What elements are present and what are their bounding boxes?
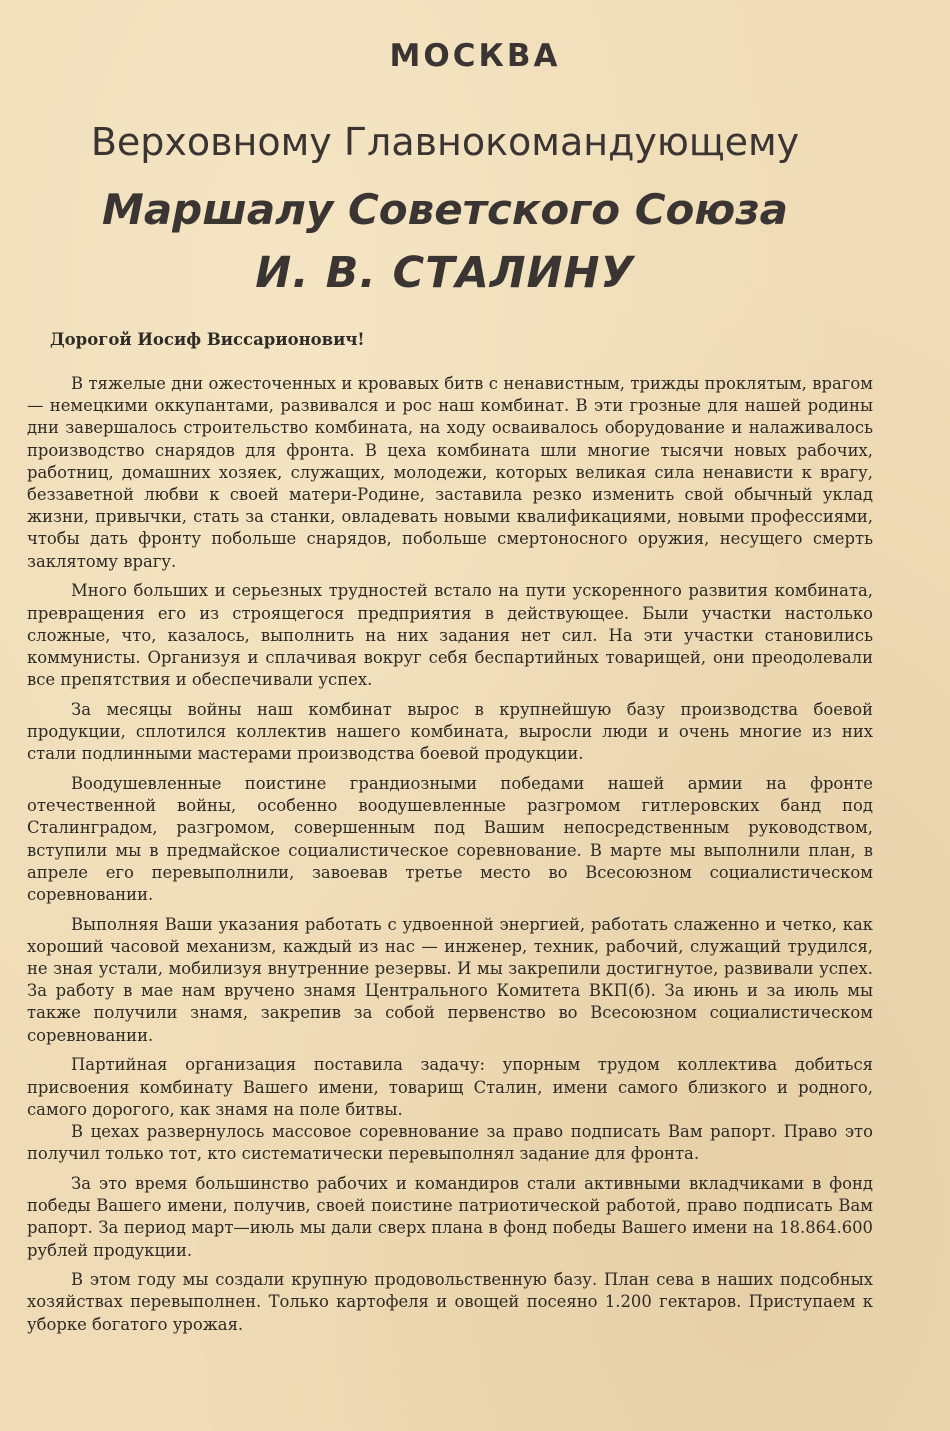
city-heading: МОСКВА (389, 38, 561, 74)
name-line: И. В. СТАЛИНУ (255, 248, 635, 298)
paragraph: За это время большинство рабочих и командиров стали активными вкладчиками в фонд победы Вашего имени, получив, своей поистине патриотической работой, право подписать Вам рапорт. За период март—июль мы дали сверх плана в фонд победы Вашего имени на 18.864.600 рублей продукции. (27, 1173, 873, 1260)
addressee-line: Верховному Главнокомандующему (90, 120, 800, 164)
letter-body (27, 373, 873, 1343)
paragraph: Воодушевленные поистине грандиозными победами нашей армии на фронте отечественной войны, особенно воодушевленные разгромом гитлеровских банд под Сталинградом, разгромом, совершенным под Вашим непосредственным руководством, вступили мы в предмайское социалистическое соревнование. В марте мы выполнили план, в апреле его перевыполнили, завоевав третье место во Всесоюзном социалистическом соревновании. (27, 773, 873, 904)
paragraph: Выполняя Ваши указания работать с удвоенной энергией, работать слаженно и четко, как хороший часовой механизм, каждый из нас — инженер, техник, рабочий, служащий трудился, не зная устали, мобилизуя внутренние резервы. И мы закрепили достигнутое, развивали успех. За работу в мае нам вручено знамя Центрального Комитета ВКП(б). За июнь и за июль мы также получили знамя, закрепив за собой первенство во Всесоюзном социалистическом соревновании. (27, 914, 873, 1045)
paragraph: В этом году мы создали крупную продовольственную базу. План сева в наших подсобных хозяйствах перевыполнен. Только картофеля и овощей посеяно 1.200 гектаров. Приступаем к уборке богатого урожая. (27, 1270, 873, 1334)
paragraph: Партийная организация поставила задачу: упорным трудом коллектива добиться присвоения комбинату Вашего имени, товарищ Сталин, имени самого близкого и родного, самого дорогого, как знамя на поле битвы. (27, 1055, 873, 1119)
paragraph: За месяцы войны наш комбинат вырос в крупнейшую базу производства боевой продукции, сплотился коллектив нашего комбината, выросли люди и очень многие из них стали подлинными мастерами производства боевой продукции. (27, 699, 873, 764)
salutation: Дорогой Иосиф Виссарионович! (50, 330, 365, 349)
paragraph: Много больших и серьезных трудностей встало на пути ускоренного развития комбината, превращения его из строящегося предприятия в действующее. Были участки настолько сложные, что, казалось, выполнить на них задания нет сил. На эти участки становились коммунисты. Организуя и сплачивая вокруг себя беспартийных товарищей, они преодолевали все препятствия и обеспечивали успех. (27, 581, 873, 690)
paragraph: В тяжелые дни ожесточенных и кровавых битв с ненавистным, трижды проклятым, врагом — немецкими оккупантами, развивался и рос наш комбинат. В эти грозные для нашей родины дни завершалось строительство комбината, на ходу осваивалось оборудование и налаживалось производство снарядов для фронта. В цеха комбината шли многие тысячи новых рабочих, работниц, домашних хозяек, служащих, молодежи, которых великая сила ненависти к врагу, беззаветной любви к своей матери-Родине, заставила резко изменить свой обычный уклад жизни, привычки, стать за станки, овладевать новыми квалификациями, новыми профессиями, чтобы дать фронту побольше снарядов, побольше смертоносного оружия, несущего смерть заклятому врагу. (27, 374, 873, 571)
paragraph: В цехах развернулось массовое соревнование за право подписать Вам рапорт. Право это получил только тот, кто систематически перевыполнял задание для фронта. (27, 1122, 873, 1164)
rank-line: Маршалу Советского Союза (102, 185, 788, 234)
